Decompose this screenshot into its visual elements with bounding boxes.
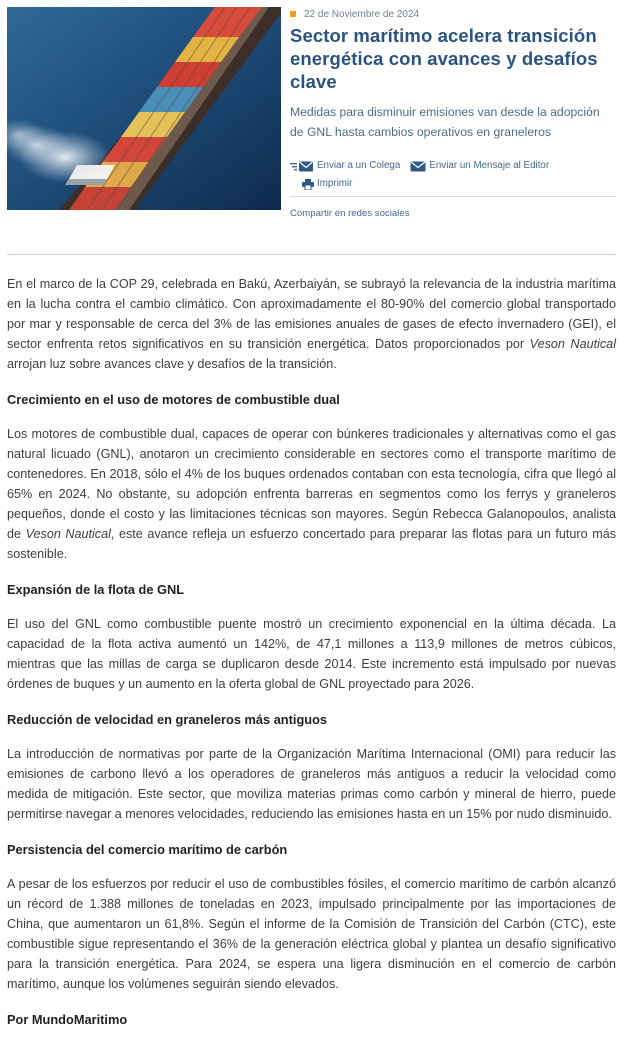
section-paragraph: Los motores de combustible dual, capaces de operar con búnkeres tradicionales y alternativas como el gas natural licuado (GNL), anotaron un crecimiento considerable en sectores como el transporte marítimo de contenedores. En 2018, sólo el 4% de los buques ordenados contaban con esta tecnología, cifra que llegó al 65% en 2024. No obstante, su adopción enfrenta barreras en segmentos como los ferrys y graneleros pequeños, donde el costo y las limitaciones técnicas son mayores. Según Rebecca Galanopoulos, analista de Veson Nautical, este avance refleja un esfuerzo concertado para preparar las flotas para un futuro más sostenible.	[7, 427, 616, 561]
source-italic: Veson Nautical	[25, 527, 111, 541]
article-byline: Por MundoMaritimo	[7, 1012, 128, 1027]
envelope-icon	[410, 161, 426, 172]
section-heading: Reducción de velocidad en graneleros más antiguos	[7, 712, 328, 727]
intro-paragraph: En el marco de la COP 29, celebrada en Bakú, Azerbaiyán, se subrayó la relevancia de la industria marítima en la lucha contra el cambio climático. Con aproximadamente el 80-90% del comercio global transportado por mar y responsable de cerca del 3% de las emisiones anuales de gases de efecto invernadero (GEI), el sector enfrenta retos significativos en su transición energética. Datos proporcionados por Veson Nautical arrojan luz sobre avances clave y desafíos de la transición.	[7, 277, 616, 371]
article-body	[7, 274, 616, 1030]
article-header	[290, 6, 616, 221]
section-heading: Crecimiento en el uso de motores de combustible dual	[7, 392, 340, 407]
article-title: Sector marítimo acelera transición energética con avances y desafíos clave	[290, 25, 598, 92]
section-heading: Persistencia del comercio marítimo de carbón	[7, 842, 288, 857]
container-ship-aerial-image	[7, 7, 281, 210]
send-editor-link[interactable]	[410, 159, 549, 173]
section-paragraph: El uso del GNL como combustible puente mostró un crecimiento exponencial en la última década. La capacidad de la flota activa aumentó un 142%, de 47,1 millones a 113,9 millones de metros cúbicos, mientras que las millas de carga se duplicaron desde 2014. Este incremento está impulsado por nuevas órdenes de buques y un aumento en la oferta global de GNL proyectado para 2026.	[7, 617, 616, 691]
section-paragraph: La introducción de normativas por parte de la Organización Marítima Internacional (OMI) para reducir las emisiones de carbono llevó a los operadores de graneleros más antiguos a reducir la velocidad como medida de mitigación. Este sector, que moviliza materias primas como carbón y mineral de hierro, puede permitirse navegar a menores velocidades, reduciendo las emisiones hasta en un 15% por nudo disminuido.	[7, 747, 616, 821]
send-editor-label: Enviar un Mensaje al Editor	[429, 160, 550, 171]
hero-image	[7, 7, 281, 210]
section-heading: Expansión de la flota de GNL	[7, 582, 185, 597]
article-date: 22 de Noviembre de 2024	[304, 8, 420, 20]
date-row	[290, 6, 616, 22]
article-actions	[290, 159, 616, 221]
date-marker-icon	[290, 11, 296, 17]
send-colleague-link[interactable]	[290, 159, 400, 173]
section-paragraph: A pesar de los esfuerzos por reducir el uso de combustibles fósiles, el comercio marítimo de carbón alcanzó un récord de 1.388 millones de toneladas en 2023, impulsado principalmente por las importaciones de China, que aumentaron un 61,8%. Según el informe de la Comisión de Transición del Carbón (CTC), este combustible sigue representando el 36% de la generación eléctrica global y plantea un desafío significativo para la transición energética. Para 2024, se espera una ligera disminución en el comercio de carbón marítimo, aunque los volúmenes seguirán siendo elevados.	[7, 877, 616, 991]
send-colleague-label: Enviar a un Colega	[317, 160, 401, 171]
print-link[interactable]	[302, 177, 352, 191]
source-italic: Veson Nautical	[529, 337, 616, 351]
share-social-link[interactable]: Compartir en redes sociales	[290, 208, 410, 219]
print-label: Imprimir	[317, 178, 353, 189]
header-divider	[7, 254, 616, 255]
article-subtitle: Medidas para disminuir emisiones van desde la adopción de GNL hasta cambios operativos en graneleros	[290, 105, 600, 139]
printer-icon	[302, 179, 314, 190]
send-to-colleague-icon	[290, 161, 314, 172]
actions-divider	[290, 196, 616, 197]
